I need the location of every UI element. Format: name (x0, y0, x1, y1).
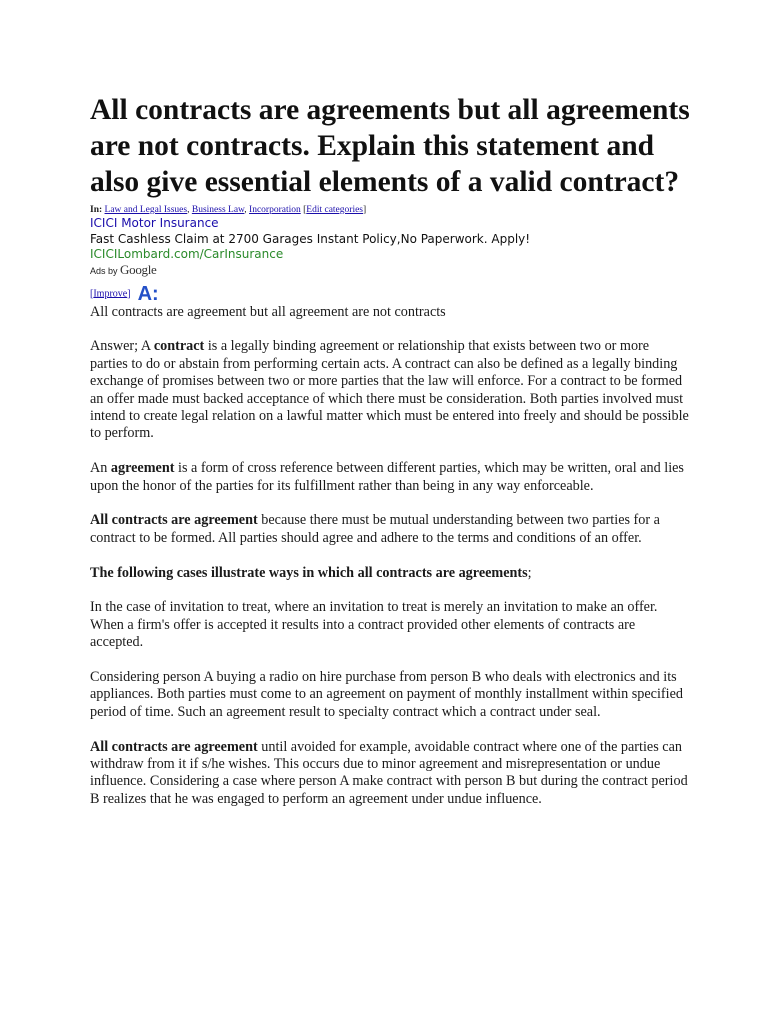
improve-link[interactable]: Improve (93, 287, 128, 299)
paragraph-invitation-to-treat: In the case of invitation to treat, where an invitation to treat is merely an invitation to make an offer. When a firm's offer is accepted it results into a contract provided other elements of contracts are accepted. (90, 599, 658, 651)
ad-description: Fast Cashless Claim at 2700 Garages Instant Policy,No Paperwork. Apply! (90, 231, 531, 246)
paragraph-cases-heading: The following cases illustrate ways in which all contracts are agreements; (90, 564, 532, 581)
answer-label: A: (137, 282, 159, 305)
ad-title-link[interactable]: ICICI Motor Insurance (90, 216, 219, 230)
paragraph-voidable-contract: All contracts are agreement until avoided for example, avoidable contract where one of the parties can withdraw from it if s/he wishes. This occurs due to minor agreement and misrepresentation or undue influence. Considering a case where person A make contract with person B but during the contract period B realizes that he was engaged to perform an agreement under undue influence. (90, 738, 688, 807)
document-page (90, 92, 690, 808)
category-line: In: Law and Legal Issues, Business Law, Incorporation [Edit categories] (90, 205, 367, 215)
paragraph-hire-purchase: Considering person A buying a radio on hire purchase from person B who deals with electronics and its appliances. Both parties must come to an agreement on payment of monthly installment within specified period of time. Such an agreement result to specialty contract which a contract under seal. (90, 668, 683, 720)
paragraph-mutual-understanding: All contracts are agreement because there must be mutual understanding between two parties for a contract to be formed. All parties should agree and adhere to the terms and conditions of an offer. (90, 512, 660, 546)
google-logo: Google (120, 261, 157, 277)
sponsored-ad[interactable] (90, 216, 690, 263)
edit-categories-link[interactable]: Edit categories (306, 205, 363, 215)
categories-prefix: In: (90, 205, 103, 215)
page-title: All contracts are agreements but all agreements are not contracts. Explain this statement and also give essential elements of a valid contract? (90, 94, 690, 198)
paragraph-agreement-definition: An agreement is a form of cross reference between different parties, which may be written, oral and lies upon the honor of the parties for its fulfillment rather than being in any way enforceable. (90, 460, 684, 494)
answer-summary: All contracts are agreement but all agreement are not contracts (90, 303, 446, 320)
category-link-business-law[interactable]: Business Law (191, 205, 245, 215)
paragraph-contract-definition: Answer; A contract is a legally binding agreement or relationship that exists between two or more parties to do or abstain from performing certain acts. A contract can also be defined as a legally binding exchange of promises between two or more parties that the law will enforce. For a contract to be formed an offer made must backed acceptance of which there must be consideration. Both parties involved must intend to create legal relation on a lawful matter which must be entered into freely and should be possible to perform. (90, 338, 689, 442)
category-link-incorporation[interactable]: Incorporation (249, 205, 301, 215)
ads-by-label: Ads by (90, 265, 118, 276)
ads-by-google[interactable] (90, 263, 690, 278)
answer-header: [Improve] A: (90, 282, 159, 305)
ad-url-link[interactable]: ICICILombard.com/CarInsurance (90, 247, 284, 261)
category-link-law[interactable]: Law and Legal Issues (104, 205, 188, 215)
